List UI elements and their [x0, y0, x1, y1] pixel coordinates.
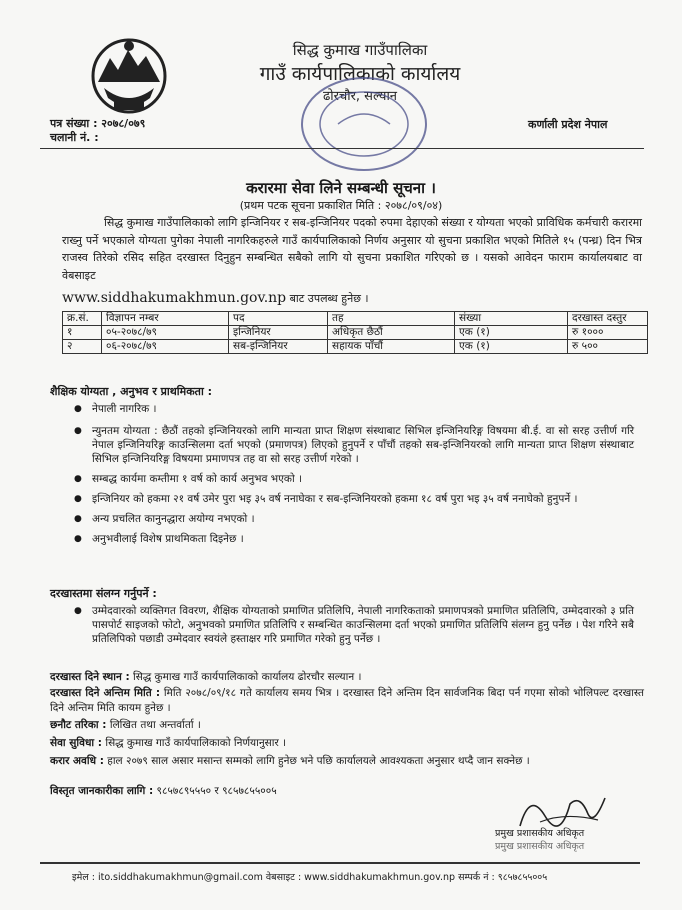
col-header: क्र.सं.: [63, 312, 102, 326]
detail-text: हाल २०७९ साल असार मसान्त सम्मको लागि हुनेछ भने पछि कार्यालयले आवश्यकता अनुसार थप्दै जान सक्नेछ ।: [107, 755, 530, 767]
detail-text: सिद्ध कुमाख गाउँ कार्यपालिकाको निर्णयानुसार ।: [105, 737, 287, 749]
detail-label: दरखास्त दिने अन्तिम मिति :: [50, 687, 161, 699]
detail-label: विस्तृत जानकारीका लागि :: [50, 785, 154, 797]
municipality-name: सिद्ध कुमाख गाउँपालिका: [292, 41, 428, 59]
notice-subtitle: (प्रथम पटक सूचना प्रकाशित मिति : २०७८/०९/०४): [239, 199, 443, 212]
table-cell: सहायक पाँचौं: [328, 340, 455, 354]
col-header: दरखास्त दस्तुर: [568, 312, 648, 326]
detail-text: सिद्ध कुमाख गाउँ कार्यपालिकाको कार्यालय ढोरचौर सल्यान ।: [133, 671, 362, 683]
signatory-stamp-text: प्रमुख प्रशासकीय अधिकृत: [495, 841, 585, 852]
office-stamp: [298, 74, 430, 174]
col-header: विज्ञापन नम्बर: [102, 312, 229, 326]
list-item: ● न्युनतम योग्यता : छैठौं तहको इन्जिनियरको लागि मान्यता प्राप्त शिक्षण संस्थाबाट सिभिल इन्जिनियरिङ्ग विषयमा बी.ई. वा सो सरह उत्तीर्ण गरि नेपाल इन्जिनियरिङ्ग काउन्सिलमा दर्ता भएको (प्रमाणपत्र) लिएको हुनुपर्ने र पाँचौं तहको सब-इन्जिनियरको लागि मान्यता प्राप्त शिक्षण संस्थाबाट सिभिल इन्जिनियरिङ्ग विषयमा प्रमाणपत्र तह वा सो सरह उत्तीर्ण गरेको ।: [74, 424, 634, 466]
col-header: संख्या: [455, 312, 568, 326]
table-cell: २: [63, 340, 102, 354]
detail-selection-method: [50, 718, 644, 733]
table-cell: अधिकृत छैठौं: [328, 326, 455, 340]
table-header-row: [63, 312, 648, 326]
table-cell: रु ५००: [568, 340, 648, 354]
table-cell: सब-इन्जिनियर: [229, 340, 328, 354]
website-line: [62, 290, 369, 306]
list-item: ● नेपाली नागरिक ।: [74, 402, 634, 416]
table-cell: इन्जिनियर: [229, 326, 328, 340]
list-item: ● अन्य प्रचलित कानुनद्धारा अयोग्य नभएको ।: [74, 512, 634, 526]
qualifications-heading: शैक्षिक योग्यता , अनुभव र प्राथमिकता :: [50, 385, 213, 398]
detail-label: छनौट तरिका :: [50, 719, 107, 731]
detail-text: ९८५७८९५५५० र ९८५७८५५००५: [156, 785, 277, 797]
office-address: ढोरचौर, सल्यान: [322, 89, 398, 104]
table-cell: रु १०००: [568, 326, 648, 340]
vacancy-table: [62, 311, 648, 354]
header-divider: [40, 148, 644, 149]
table-row: [63, 340, 648, 354]
list-item: ● अनुभवीलाई विशेष प्राथमिकता दिइनेछ ।: [74, 532, 634, 546]
table-cell: एक (१): [455, 326, 568, 340]
footer-divider: [40, 862, 640, 864]
detail-deadline: [50, 686, 644, 715]
dispatch-number: चलानी नं. :: [50, 131, 99, 144]
list-item: ● सम्बद्ध कार्यमा कम्तीमा १ वर्ष को कार्य अनुभव भएको ।: [74, 472, 634, 486]
letter-number: पत्र संख्या : २०७८/०७९: [50, 117, 146, 130]
col-header: पद: [229, 312, 328, 326]
footer-contact: इमेल : ito.siddhakumakhmun@gmail.com वेबसाइट : www.siddhakumakhmun.gov.np सम्पर्क नं : ९८५७८५५००५: [72, 872, 548, 883]
detail-facilities: [50, 736, 644, 751]
qualifications-list: [74, 402, 634, 546]
detail-label: सेवा सुविधा :: [50, 737, 102, 749]
detail-text: मिति २०७८/०९/१८ गते कार्यालय समय भित्र । दरखास्त दिने अन्तिम दिन सार्वजनिक बिदा पर्न गएमा सोको भोलिपल्ट दरखास्त दिने अन्तिम मिति कायम हुनेछ ।: [50, 687, 644, 714]
office-name: गाउँ कार्यपालिकाको कार्यालय: [259, 63, 461, 85]
website-suffix: बाट उपलब्ध हुनेछ ।: [289, 292, 369, 305]
table-cell: ०५-२०७८/७९: [102, 326, 229, 340]
detail-label: करार अवधि :: [50, 755, 104, 767]
province-name: कर्णाली प्रदेश नेपाल: [528, 118, 608, 131]
table-cell: ०६-२०७८/७९: [102, 340, 229, 354]
attachments-list: [74, 604, 634, 646]
table-row: [63, 326, 648, 340]
website-link[interactable]: www.siddhakumakhmun.gov.np: [62, 290, 287, 306]
detail-label: दरखास्त दिने स्थान :: [50, 671, 130, 683]
list-item: ● इन्जिनियर को हकमा २१ वर्ष उमेर पुरा भइ ३५ वर्ष ननाघेका र सब-इन्जिनियरको हकमा १८ वर्ष पुरा भइ ३५ वर्ष ननाघेको हुनुपर्ने ।: [74, 492, 634, 506]
notice-title: करारमा सेवा लिने सम्बन्धी सूचना ।: [246, 179, 436, 197]
detail-contract-period: [50, 754, 644, 769]
detail-text: लिखित तथा अन्तर्वार्ता ।: [109, 719, 201, 731]
nepal-emblem-logo: [84, 36, 174, 120]
col-header: तह: [328, 312, 455, 326]
table-cell: १: [63, 326, 102, 340]
list-item: ● उम्मेदवारको व्यक्तिगत विवरण, शैक्षिक योग्यताको प्रमाणित प्रतिलिपि, नेपाली नागरिकताको प्रमाणपत्रको प्रमाणित प्रतिलिपि, उम्मेदवारको ३ प्रति पासपोर्ट साइजको फोटो, अनुभवको प्रमाणित प्रतिलिपि र सम्बन्धित काउन्सिलमा दर्ता भएको प्रमाणित प्रतिलिपि संलग्न हुनु पर्नेछ । पेश गरिने सबै प्रतिलिपिको पछाडी उम्मेदवार स्वयंले हस्ताक्षर गरि प्रमाणित गरेको हुनु पर्नेछ ।: [74, 604, 634, 646]
table-cell: एक (१): [455, 340, 568, 354]
attachments-heading: दरखास्तमा संलग्न गर्नुपर्ने :: [50, 587, 157, 600]
detail-application-place: [50, 670, 644, 685]
signatory-title: प्रमुख प्रशासकीय अधिकृत: [495, 828, 585, 839]
notice-paragraph: सिद्ध कुमाख गाउँपालिकाको लागि इन्जिनियर र सब-इन्जिनियर पदको रुपमा देहाएको संख्या र योग्यता भएको प्राविधिक कर्मचारी करारमा राख्नु पर्ने भएकाले योग्यता पुगेका नेपाली नागरिकहरुले गाउँ कार्यपालिकाको निर्णय अनुसार यो सुचना प्रकाशित भएको मितिले १५ (पन्ध्र) दिन भित्र राजस्व तिरेको रसिद सहित दरखास्त दिनुहुन सम्बन्धित सबैको लागि यो सुचना प्रकाशित गरिएको छ । यसको आवेदन फाराम कार्यालयबाट वा वेबसाइट: [62, 216, 642, 282]
